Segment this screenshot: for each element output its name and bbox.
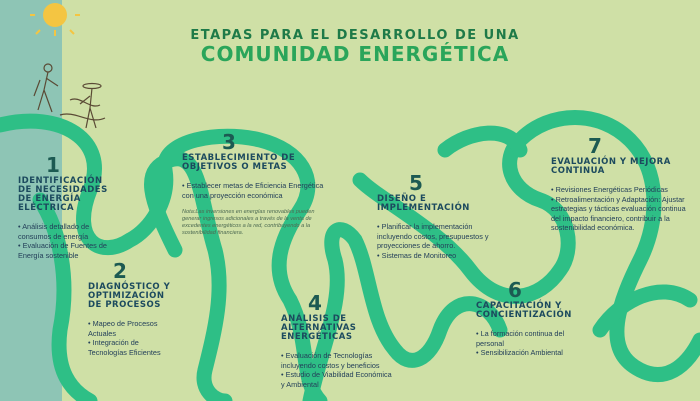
list-item: • Establecer metas de Eficiencia Energética con una proyección económica (182, 181, 324, 200)
step-number: 6 (508, 278, 522, 302)
list-item: • Estudio de Viabilidad Económica y Ambiental (281, 370, 396, 389)
list-item: • Sensibilización Ambiental (476, 348, 576, 358)
step-5 (377, 173, 492, 260)
list-item: • Evaluación de Tecnologías incluyendo costos y beneficios (281, 351, 396, 370)
list-item: • Evaluación de Fuentes de Energía sostenible (18, 241, 118, 260)
list-item: • Revisiones Energéticas Periódicas (551, 185, 691, 195)
step-number: 3 (222, 130, 236, 154)
step-7 (551, 136, 691, 233)
list-item: • Integración de Tecnologías Eficientes (88, 338, 173, 357)
step-title: CAPACITACIÓN Y CONCIENTIZACIÓN (476, 301, 572, 320)
step-number: 7 (588, 134, 602, 158)
list-item: • Análisis detallado de consumos de energía (18, 222, 118, 241)
step-title: DISEÑO E IMPLEMENTACIÓN (377, 194, 470, 213)
step-number: 2 (113, 259, 127, 283)
list-item: • La formación continua del personal (476, 329, 576, 348)
list-item: • Mapeo de Procesos Actuales (88, 319, 173, 338)
step-title: EVALUACIÓN Y MEJORA CONTINUA (551, 157, 671, 176)
list-item: • Sistemas de Monitoreo (377, 251, 492, 261)
step-4 (281, 293, 396, 389)
title-line-2: COMUNIDAD ENERGÉTICA (200, 42, 510, 66)
step-3 (182, 132, 324, 237)
step-6 (476, 280, 576, 358)
list-item: • Planificar la implementación incluyendo costos, presupuestos y proyecciones de ahorro. (377, 222, 492, 251)
list-item: • Retroalimentación y Adaptación: Ajustar estrategias y tácticas evaluación continua del impacto financiero, contribuir a la sostenibilidad económica. (551, 195, 691, 233)
step-2 (88, 261, 173, 357)
step-1 (18, 155, 118, 260)
step-number: 4 (308, 291, 322, 315)
step-title: ANÁLISIS DE ALTERNATIVAS ENERGÉTICAS (281, 314, 357, 342)
step-title: IDENTIFICACIÓN DE NECESIDADES DE ENERGÍA ELÉCTRICA (18, 176, 108, 213)
step-number: 1 (46, 153, 60, 177)
step-title: ESTABLECIMIENTO DE OBJETIVOS O METAS (182, 153, 296, 172)
step-note: Nota:Las inversiones en energías renovables pueden generar ingresos adicionales a través de la venta de excedentes energéticos a la red, contribuyendo a la sostenibilidad financiera. (182, 209, 315, 236)
step-title: DIAGNÓSTICO Y OPTIMIZACIÓN DE PROCESOS (88, 282, 171, 310)
title-line-1: ETAPAS PARA EL DESARROLLO DE UNA (190, 28, 520, 43)
step-number: 5 (409, 171, 423, 195)
